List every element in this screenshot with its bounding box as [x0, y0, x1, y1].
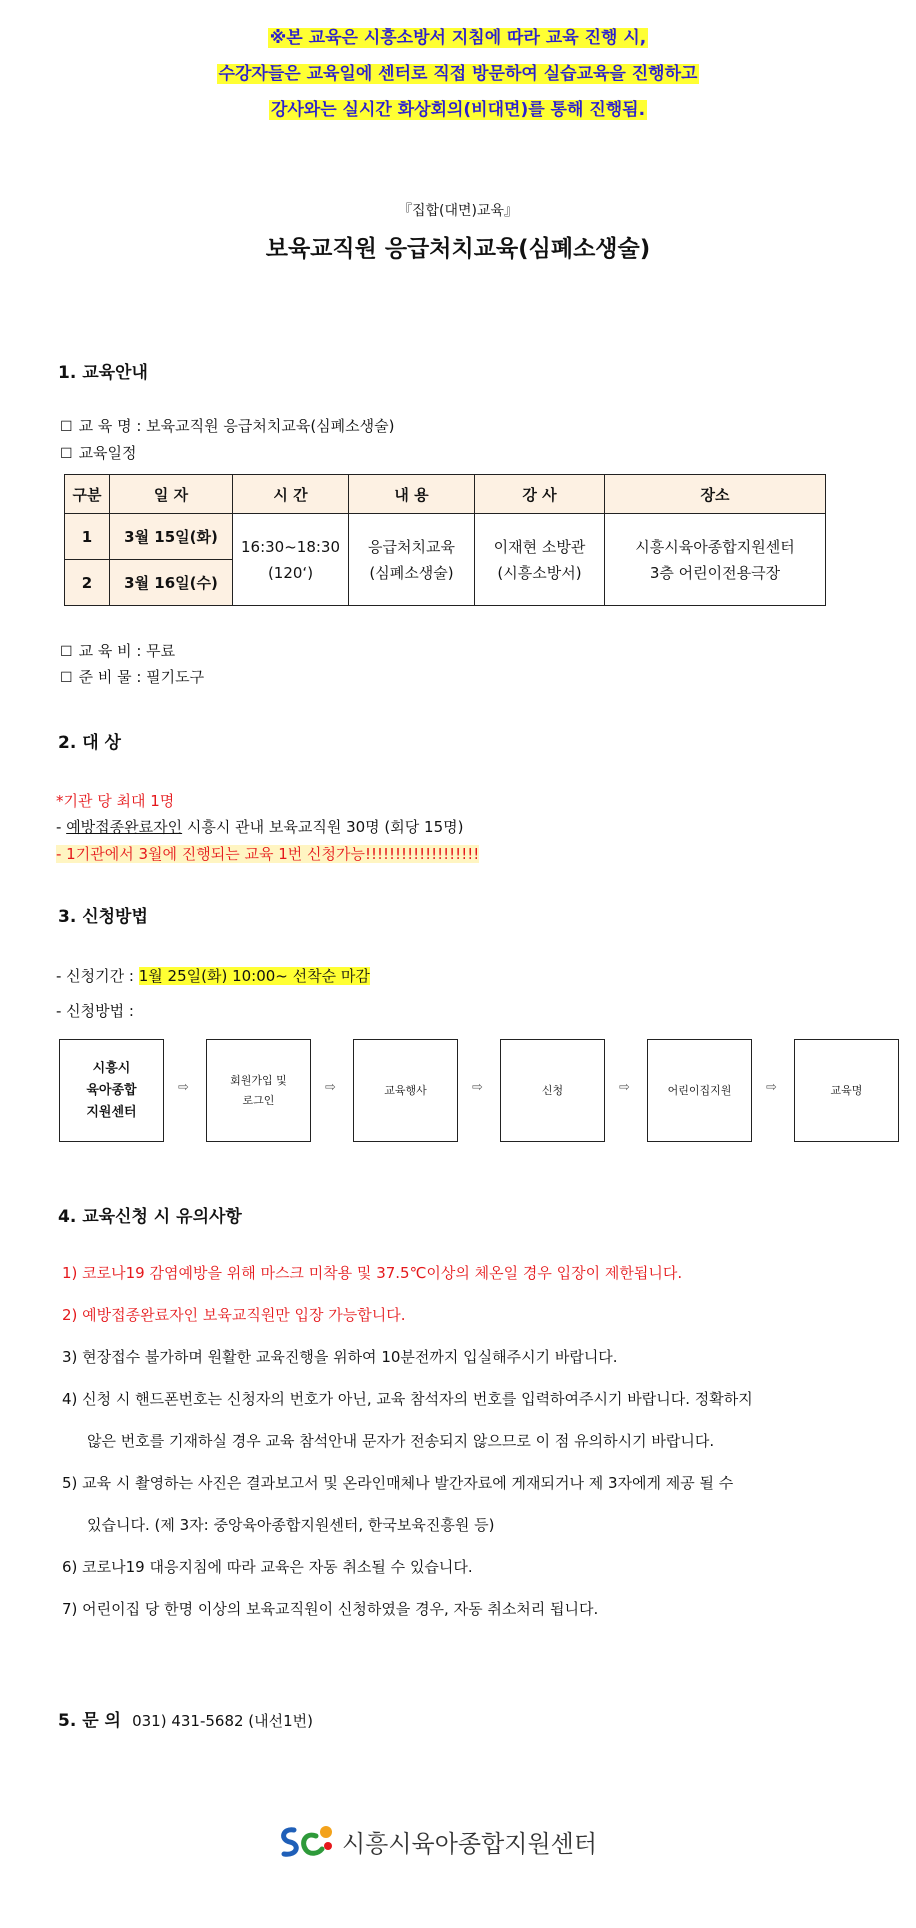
- checkbox-icon: ☐: [60, 644, 73, 660]
- lecturer-cell: 이재현 소방관 (시흥소방서): [475, 514, 605, 606]
- caution-item-1: 1) 코로나19 감염예방을 위해 마스크 미착용 및 37.5℃이상의 체온일 경우 입장이 제한됩니다.: [62, 1264, 683, 1282]
- application-period: - 신청기간 : 1월 25일(화) 10:00~ 선착순 마감: [56, 967, 370, 985]
- time-cell: 16:30~18:30 (120‘): [233, 514, 349, 606]
- checkbox-icon: ☐: [60, 419, 73, 435]
- flow-step-daycare-support: 어린이집지원: [647, 1039, 752, 1142]
- caution-item-5-cont: 있습니다. (제 3자: 중앙육아종합지원센터, 한국보육진흥원 등): [87, 1516, 495, 1534]
- flow-step-course-name: 교육명: [794, 1039, 899, 1142]
- caution-item-5: 5) 교육 시 촬영하는 사진은 결과보고서 및 온라인매체나 발간자료에 게재되거나 제 3자에게 제공 될 수: [62, 1474, 734, 1492]
- notice-line-2: 수강자들은 교육일에 센터로 직접 방문하여 실습교육을 진행하고: [218, 64, 698, 84]
- table-header: 일 자: [110, 475, 233, 514]
- section2-heading: 2. 대 상: [58, 733, 121, 753]
- section4-heading: 4. 교육신청 시 유의사항: [58, 1207, 242, 1227]
- arrow-right-icon: ⇨: [619, 1080, 630, 1095]
- caution-item-3: 3) 현장접수 불가하며 원활한 교육진행을 위하여 10분전까지 입실해주시기 바랍니다.: [62, 1348, 618, 1366]
- table-header: 장소: [605, 475, 826, 514]
- arrow-right-icon: ⇨: [766, 1080, 777, 1095]
- caution-item-7: 7) 어린이집 당 한명 이상의 보육교직원이 신청하였을 경우, 자동 취소처리 됩니다.: [62, 1600, 599, 1618]
- caution-item-2: 2) 예방접종완료자인 보육교직원만 입장 가능합니다.: [62, 1306, 406, 1324]
- flow-step-events: 교육행사: [353, 1039, 458, 1142]
- contact-line: 5. 문 의 031) 431-5682 (내선1번): [58, 1711, 314, 1731]
- notice-line-1: ※본 교육은 시흥소방서 지침에 따라 교육 진행 시,: [269, 28, 647, 48]
- flow-step-center: 시흥시 육아종합 지원센터: [59, 1039, 164, 1142]
- schedule-table: [64, 474, 826, 606]
- section1-heading: 1. 교육안내: [58, 363, 148, 383]
- fee-line: ☐ 교 육 비 : 무료: [60, 642, 176, 660]
- flow-step-login: 회원가입 및 로그인: [206, 1039, 311, 1142]
- checkbox-icon: ☐: [60, 446, 73, 462]
- row-number: 1: [65, 514, 110, 560]
- center-name: 시흥시육아종합지원센터: [342, 1830, 598, 1858]
- course-name-line: ☐ 교 육 명 : 보육교직원 응급처치교육(심폐소생술): [60, 417, 395, 435]
- content-cell: 응급처치교육 (심폐소생술): [349, 514, 475, 606]
- max-per-institution: *기관 당 최대 1명: [56, 792, 175, 810]
- row-date: 3월 15일(화): [110, 514, 233, 560]
- center-logo-icon: [276, 1822, 338, 1862]
- table-header: 내 용: [349, 475, 475, 514]
- schedule-label-line: ☐ 교육일정: [60, 444, 137, 462]
- arrow-right-icon: ⇨: [178, 1080, 189, 1095]
- table-row: [65, 514, 826, 560]
- section3-heading: 3. 신청방법: [58, 907, 148, 927]
- place-cell: 시흥시육아종합지원센터 3층 어린이전용극장: [605, 514, 826, 606]
- caution-item-4-cont: 않은 번호를 기재하실 경우 교육 참석안내 문자가 전송되지 않으므로 이 점 유의하시기 바랍니다.: [87, 1432, 715, 1450]
- page-title: 보육교직원 응급처치교육(심폐소생술): [265, 236, 651, 262]
- caution-item-4: 4) 신청 시 핸드폰번호는 신청자의 번호가 아닌, 교육 참석자의 번호를 입력하여주시기 바랍니다. 정확하지: [62, 1390, 753, 1408]
- arrow-right-icon: ⇨: [472, 1080, 483, 1095]
- checkbox-icon: ☐: [60, 670, 73, 686]
- target-line: - 예방접종완료자인 시흥시 관내 보육교직원 30명 (회당 15명): [56, 818, 464, 836]
- table-header: 시 간: [233, 475, 349, 514]
- once-limit-line: - 1기관에서 3월에 진행되는 교육 1번 신청가능!!!!!!!!!!!!!!!!!!!: [56, 845, 480, 863]
- arrow-right-icon: ⇨: [325, 1080, 336, 1095]
- row-date: 3월 16일(수): [110, 560, 233, 606]
- application-method-label: - 신청방법 :: [56, 1002, 134, 1020]
- row-number: 2: [65, 560, 110, 606]
- page-subtitle: 『집합(대면)교육』: [397, 203, 519, 219]
- caution-item-6: 6) 코로나19 대응지침에 따라 교육은 자동 취소될 수 있습니다.: [62, 1558, 473, 1576]
- table-header: 강 사: [475, 475, 605, 514]
- notice-line-3: 강사와는 실시간 화상회의(비대면)를 통해 진행됨.: [270, 100, 646, 120]
- flow-step-apply: 신청: [500, 1039, 605, 1142]
- table-header: 구분: [65, 475, 110, 514]
- supplies-line: ☐ 준 비 물 : 필기도구: [60, 668, 205, 686]
